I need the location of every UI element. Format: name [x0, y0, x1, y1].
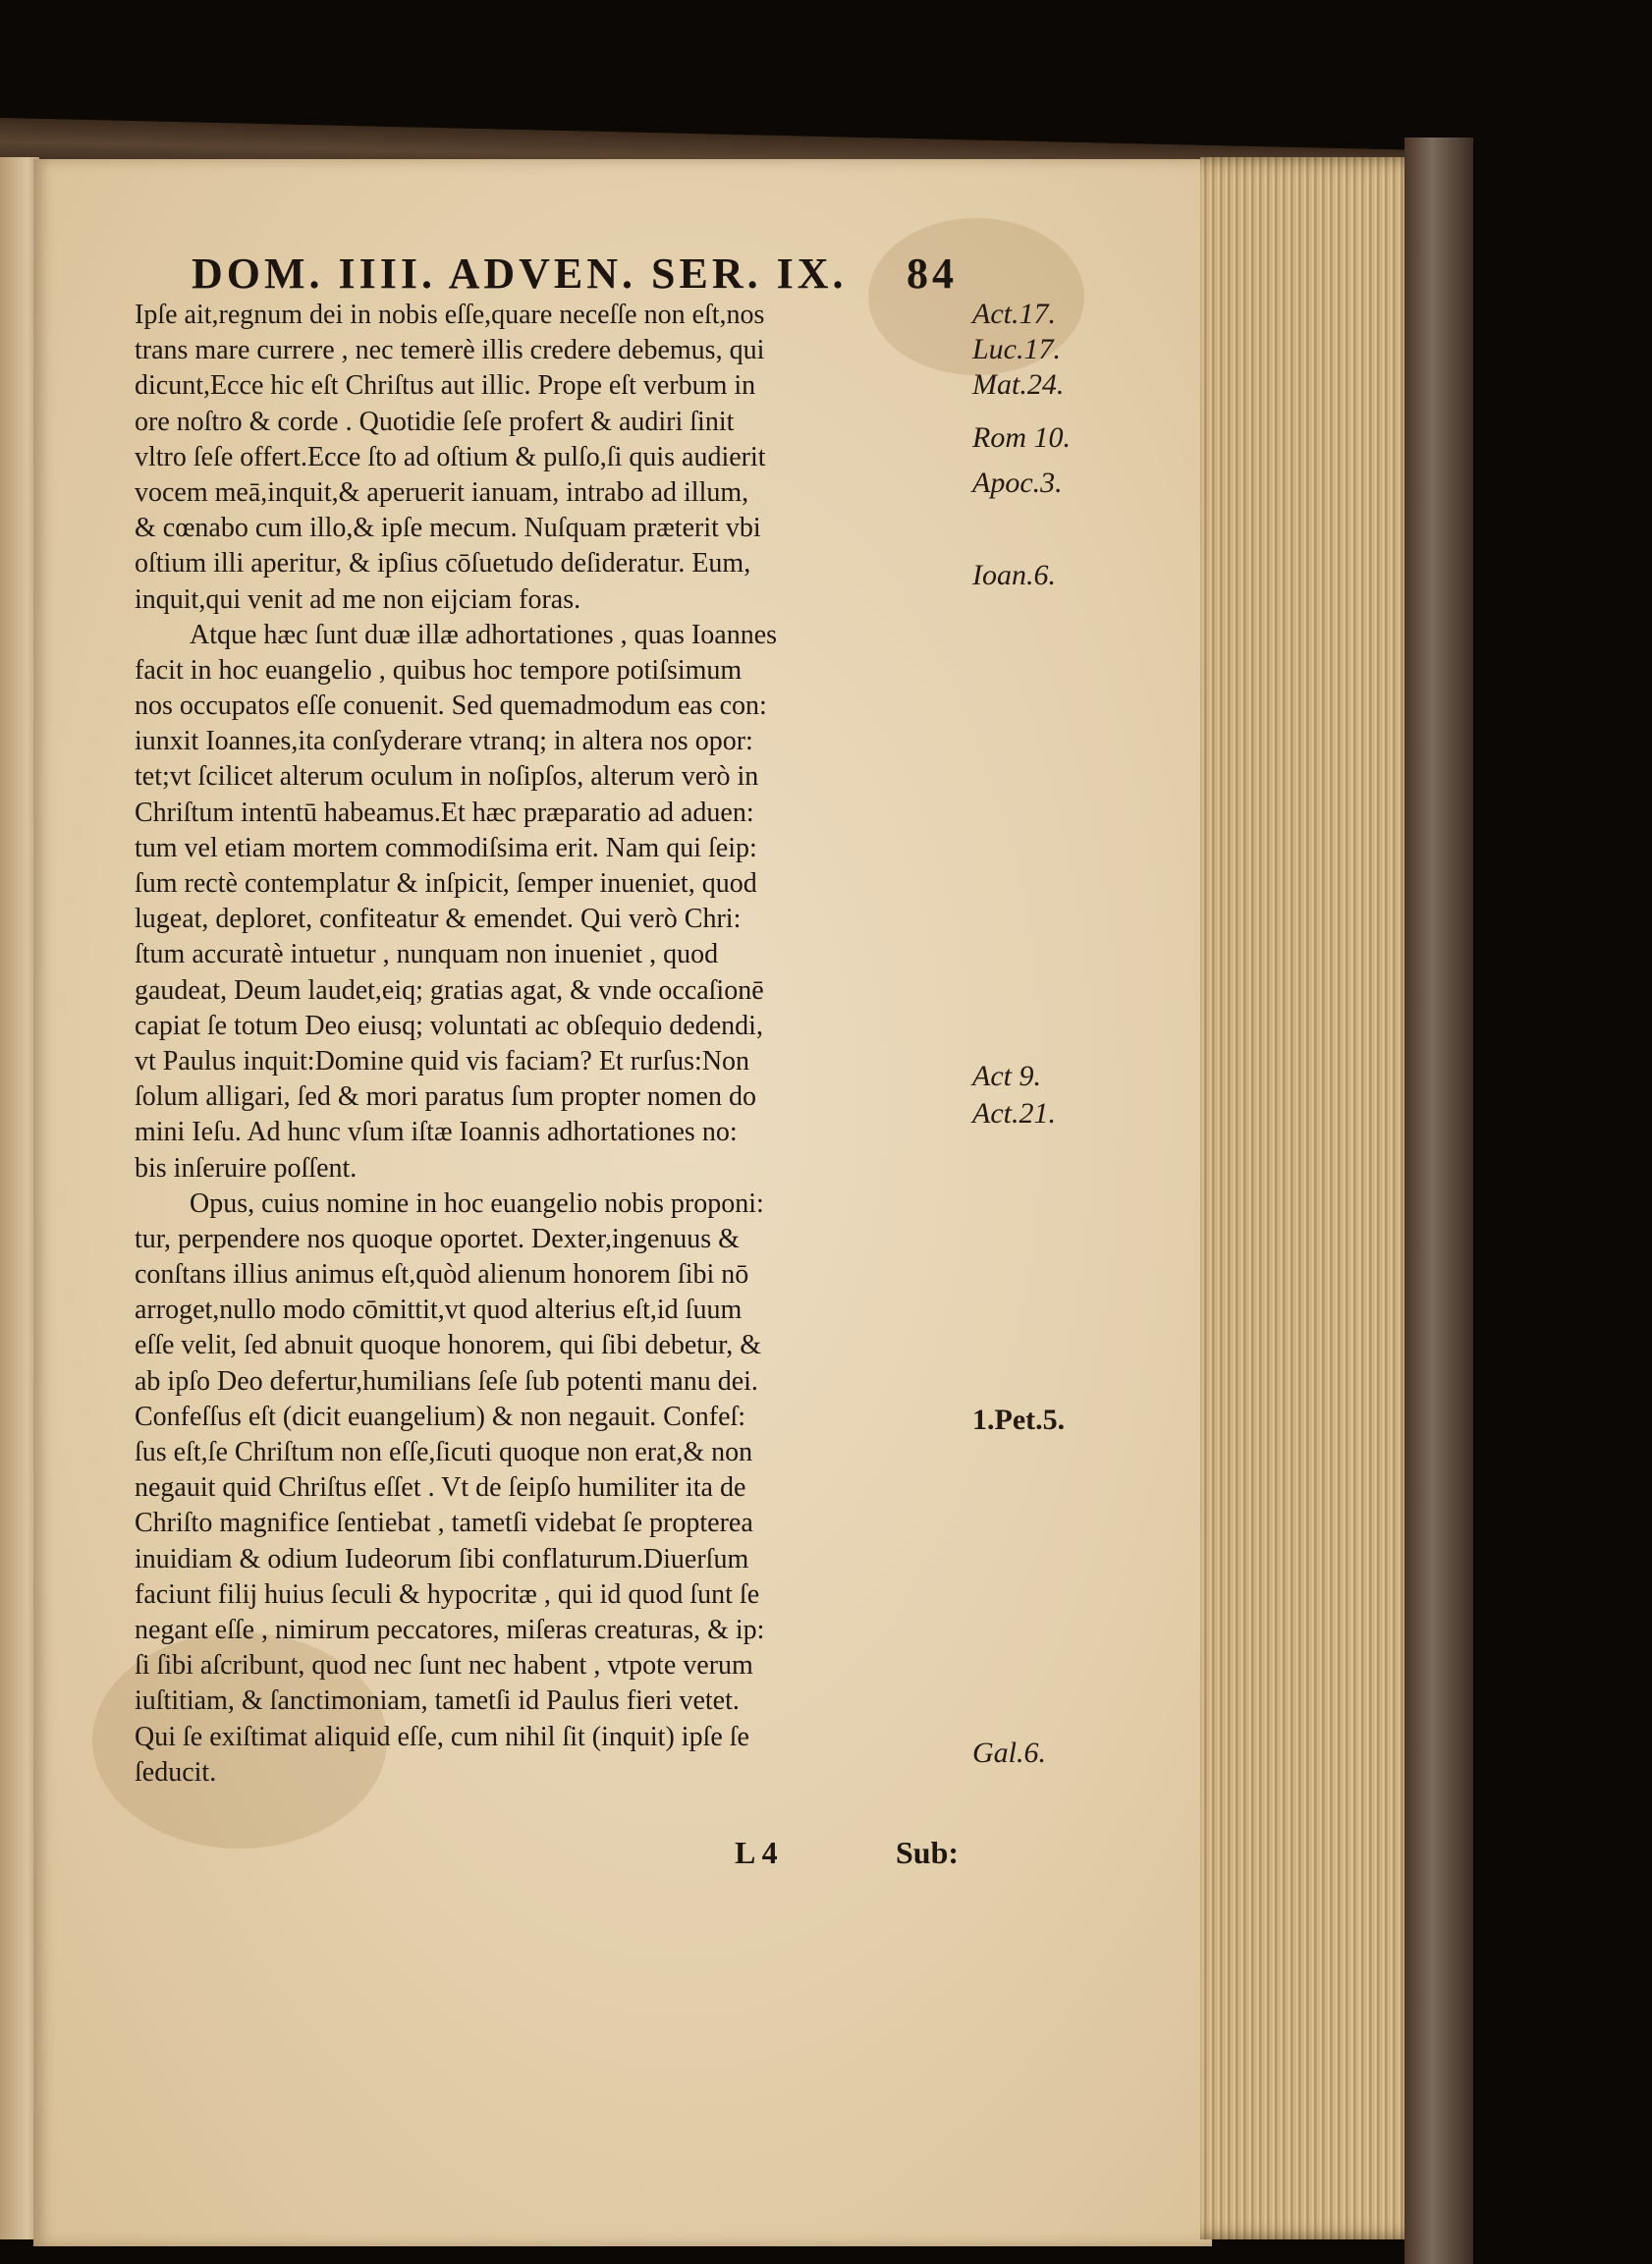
margin-note: Mat.24. [972, 368, 1065, 401]
margin-note: Gal.6. [972, 1737, 1046, 1769]
text-line: trans mare currere , nec temerè illis credere debemus, qui [135, 335, 765, 366]
text-line: ſeducit. [135, 1756, 217, 1788]
text-line: oſtium illi aperitur, & ipſius cōſuetudo deſideratur. Eum, [135, 548, 751, 580]
text-line: nos occupatos eſſe conuenit. Sed quemadmodum eas con: [135, 690, 767, 722]
text-line: ſolum alligari, ſed & mori paratus ſum propter nomen do [135, 1081, 756, 1113]
signature-mark: L 4 [735, 1835, 778, 1870]
margin-note: Luc.17. [972, 333, 1061, 365]
book-spine [1404, 138, 1473, 2264]
text-line: negant eſſe , nimirum peccatores, miſeras creaturas, & ip: [135, 1614, 765, 1645]
text-line: faciunt filij huius ſeculi & hypocritæ , qui id quod ſunt ſe [135, 1578, 760, 1610]
running-header [192, 248, 958, 299]
text-line: bis inſeruire poſſent. [135, 1152, 358, 1184]
text-line: Ipſe ait,regnum dei in nobis eſſe,quare neceſſe non eſt,nos [135, 300, 765, 330]
text-line: Opus, cuius nomine in hoc euangelio nobis proponi: [190, 1187, 764, 1219]
text-line: Confeſſus eſt (dicit euangelium) & non negauit. Confeſ: [135, 1401, 746, 1432]
text-line: tet;vt ſcilicet alterum oculum in noſipſos, alterum verò in [135, 761, 759, 793]
margin-note: Act.17. [972, 298, 1056, 330]
text-line: vocem meā,inquit,& aperuerit ianuam, intrabo ad illum, [135, 476, 749, 508]
text-line: arroget,nullo modo cōmittit,vt quod alterius eſt,id ſuum [135, 1295, 743, 1326]
text-line: Qui ſe exiſtimat aliquid eſſe, cum nihil ſit (inquit) ipſe ſe [135, 1721, 749, 1752]
text-line: Atque hæc ſunt duæ illæ adhortationes , quas Ioannes [190, 619, 778, 650]
text-line: ſi ſibi aſcribunt, quod nec ſunt nec habent , vtpote verum [135, 1650, 753, 1682]
main-text [135, 298, 960, 1791]
margin-note: 1.Pet.5. [972, 1404, 1066, 1436]
text-line: lugeat, deploret, confiteatur & emendet. Qui verò Chri: [135, 904, 742, 935]
text-line: facit in hoc euangelio , quibus hoc tempore potiſsimum [135, 654, 743, 686]
margin-notes [972, 298, 1139, 1869]
text-line: ſum rectè contemplatur & inſpicit, ſemper inueniet, quod [135, 868, 757, 899]
text-line: iunxit Ioannes,ita conſyderare vtranq; in altera nos opor: [135, 726, 753, 757]
text-line: ſtum accuratè intuetur , nunquam non inueniet , quod [135, 939, 719, 970]
text-line: tur, perpendere nos quoque oportet. Dexter,ingenuus & [135, 1223, 740, 1254]
page-number: 84 [907, 249, 958, 298]
text-line: vltro ſeſe offert.Ecce ſto ad oſtium & pulſo,ſi quis audierit [135, 441, 766, 472]
text-line: & cœnabo cum illo,& ipſe mecum. Nuſquam præterit vbi [135, 513, 761, 544]
text-line: vt Paulus inquit:Domine quid vis faciam? Et rurſus:Non [135, 1045, 750, 1077]
text-line: capiat ſe totum Deo eiusq; voluntati ac obſequio dedendi, [135, 1010, 763, 1041]
text-line: ab ipſo Deo defertur,humilians ſeſe ſub potenti manu dei. [135, 1365, 758, 1397]
page-block-edges [1200, 157, 1426, 2239]
margin-note: Apoc.3. [972, 467, 1063, 499]
text-line: tum vel etiam mortem commodiſsima erit. Nam qui ſeip: [135, 832, 757, 863]
text-line: inuidiam & odium Iudeorum ſibi conflaturum.Diuerſum [135, 1543, 749, 1574]
text-line: Chriſto magnifice ſentiebat , tametſi videbat ſe propterea [135, 1508, 753, 1539]
margin-note: Rom 10. [972, 421, 1071, 454]
catchword: Sub: [896, 1835, 960, 1870]
text-line: ore noſtro & corde . Quotidie ſeſe profert & audiri ſinit [135, 406, 735, 437]
margin-note: Ioan.6. [972, 559, 1056, 591]
text-line: gaudeat, Deum laudet,eiq; gratias agat, & vnde occaſionē [135, 974, 764, 1006]
text-line: mini Ieſu. Ad hunc vſum iſtæ Ioannis adhortationes no: [135, 1117, 738, 1148]
text-line: ſus eſt,ſe Chriſtum non eſſe,ſicuti quoque non erat,& non [135, 1437, 753, 1467]
text-line: negauit quid Chriſtus eſſet . Vt de ſeipſo humiliter ita de [135, 1472, 746, 1504]
text-line: conſtans illius animus eſt,quòd alienum honorem ſibi nō [135, 1259, 749, 1291]
text-line: Chriſtum intentū habeamus.Et hæc præparatio ad aduen: [135, 797, 754, 828]
margin-note: Act.21. [972, 1097, 1056, 1130]
text-line: iuſtitiam, & ſanctimoniam, tametſi id Paulus fieri vetet. [135, 1685, 740, 1717]
text-line: eſſe velit, ſed abnuit quoque honorem, qui ſibi debetur, & [135, 1330, 762, 1361]
margin-note: Act 9. [972, 1060, 1041, 1092]
running-title: DOM. IIII. ADVEN. SER. IX. [192, 249, 848, 298]
text-line: dicunt,Ecce hic eſt Chriſtus aut illic. Prope eſt verbum in [135, 370, 756, 402]
text-line: inquit,qui venit ad me non eijciam foras. [135, 583, 581, 615]
